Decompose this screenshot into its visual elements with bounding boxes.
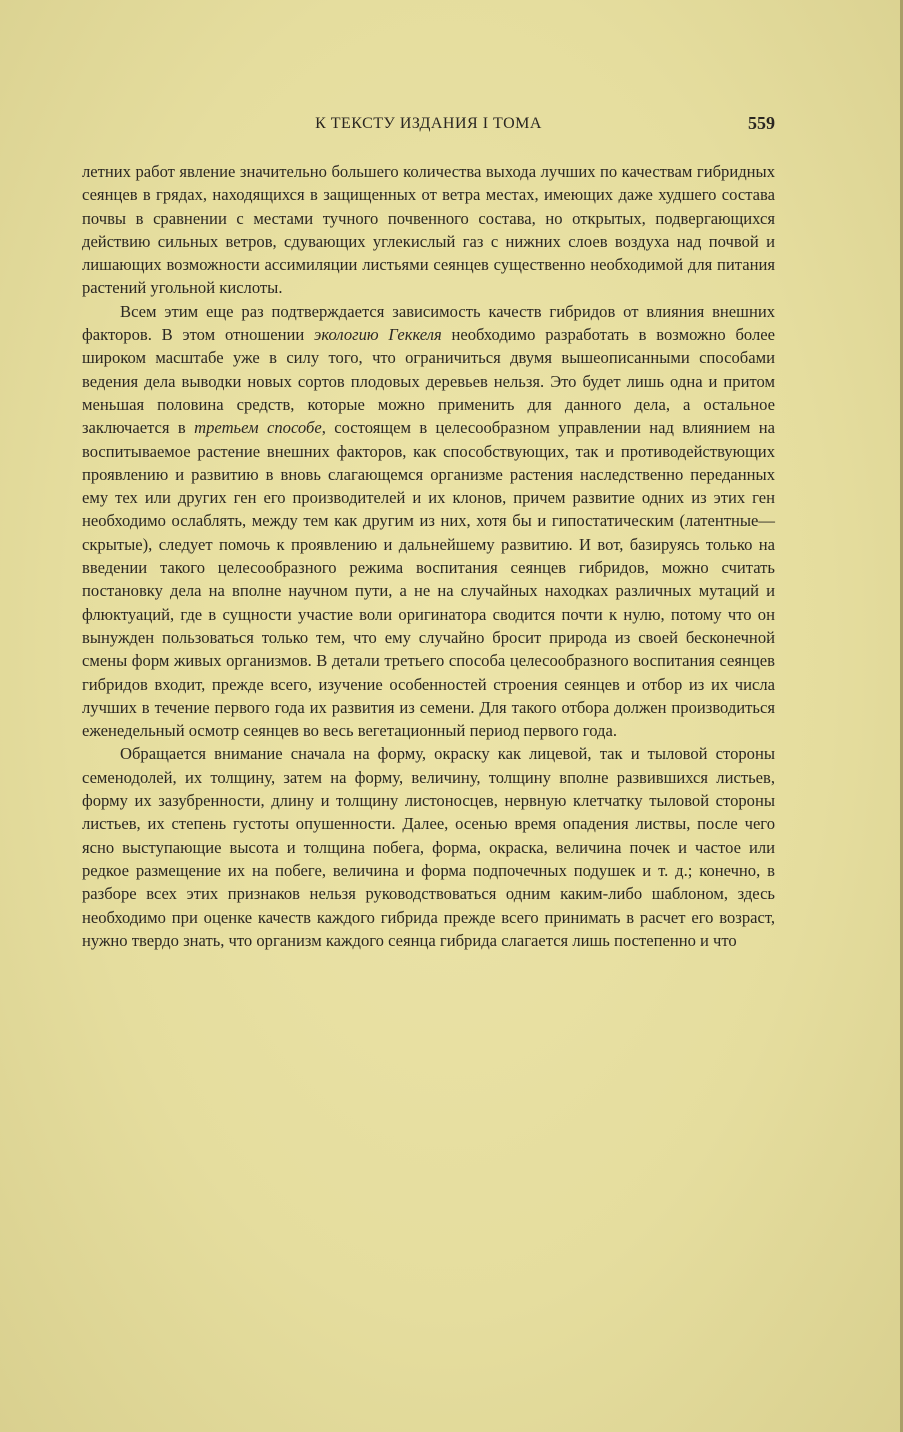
text-run: Обращается внимание сначала на форму, окраску как лицевой, так и тыловой стороны семенодолей, их толщину, затем на форму, величину, толщину вполне развившихся листьев, форму их зазубренности, длину и толщину листоносцев, нервную клетчатку тыловой стороны листьев, их степень густоты опушенности. Далее, осенью время опадения листвы, после чего ясно выступающие высота и толщина побега, форма, окраска, величина почек и частое или редкое размещение их на побеге, величина и форма подпочечных подушек и т. д.; конечно, в разборе всех этих признаков нельзя руководствоваться одним каким-либо шаблоном, здесь необходимо при оценке качеств каждого гибрида прежде всего принимать в расчет его возраст, нужно твердо знать, что организм каждого сеянца гибрида слагается лишь постепенно и что [82, 744, 775, 950]
text-run: Всем этим еще раз подтверждается зависимость качеств гибридов от влияния внешних факторов. В этом отношении [82, 301, 775, 345]
text-run: летних работ явление значительно большего количества выхода лучших по качествам гибридных сеянцев в грядах, находящихся в защищенных от ветра местах, имеющих даже худшего состава почвы в сравнении с местами тучного почвенного состава, но открытых, подвергающихся действию сильных ветров, сдувающих углекислый газ с нижних слоев воздуха над почвой и лишающих возможности ассимиляции листьями сеянцев существенно необходимой для питания растений угольной кислоты. [82, 162, 775, 298]
text-run: , состоящем в целесообразном управлении над влиянием на воспитываемое растение внешних факторов, как способствующих, так и противодействующих проявлению и развитию в вновь слагающемся организме растения наследственно переданных ему тех или других ген его производителей и их клонов, причем развитие одних из этих ген необходимо ослаблять, между тем как другим из них, хотя бы и гипостатическим (латентные—скрытые), следует помочь к проявлению и дальнейшему развитию. И вот, базируясь только на введении такого целесообразного режима воспитания сеянцев гибридов, можно считать постановку дела на вполне научном пути, а не на случайных находках различных мутаций и флюктуаций, где в сущности участие воли оригинатора сводится почти к нулю, потому что он вынужден пользоваться только тем, что ему случайно бросит природа из своей бесконечной смены форм живых организмов. В детали третьего способа целесообразного воспитания сеянцев гибридов входит, прежде всего, изучение особенностей строения сеянцев и отбор из их числа лучших в течение первого года их развития из семени. Для такого отбора должен производиться еженедельный осмотр сеянцев во весь вегетационный период первого года. [82, 418, 776, 741]
italic-term-haeckel-ecology: экологию Геккеля [314, 325, 442, 345]
paragraph [82, 160, 775, 300]
page-number: 559 [748, 113, 775, 133]
text-run: необходимо разработать в возможно более широком масштабе уже в силу того, что ограничиться двумя вышеописанными способами ведения дела выводки новых сортов плодовых деревьев нельзя. Это будет лишь одна и притом меньшая половина средств, которые можно применить для данного дела, а остальное заключается в [82, 325, 775, 438]
paragraph [82, 742, 775, 952]
paragraph [82, 300, 775, 743]
body-text [82, 160, 775, 952]
italic-term-third-method: третьем способе [194, 418, 322, 438]
running-title: К ТЕКСТУ ИЗДАНИЯ I ТОМА [315, 115, 542, 132]
page-header [82, 113, 775, 137]
